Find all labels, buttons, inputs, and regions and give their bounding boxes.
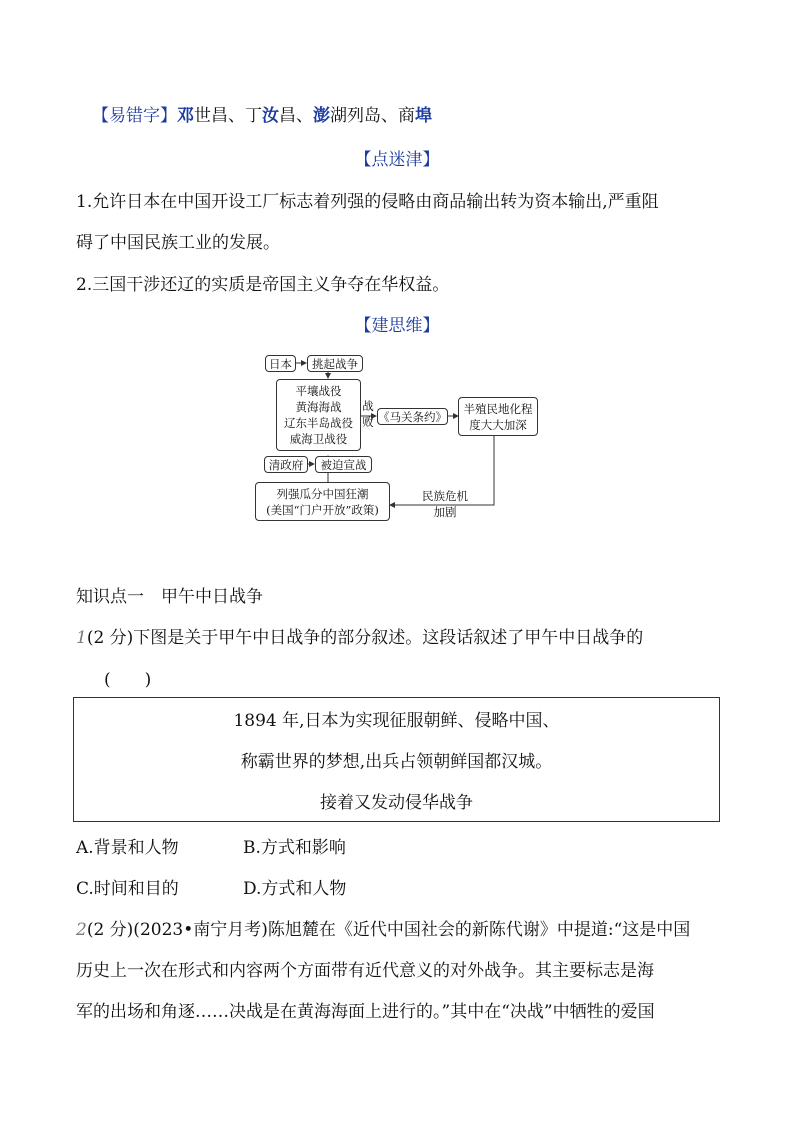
- q1-text: (2 分)下图是关于甲午中日战争的部分叙述。这段话叙述了甲午中日战争的: [86, 628, 644, 648]
- q1-option-d[interactable]: D.方式和人物: [243, 879, 347, 899]
- tip-1-line-1: 1.允许日本在中国开设工厂标志着列强的侵略由商品输出转为资本输出,严重阻: [76, 192, 659, 212]
- crisis-line-2: 加剧: [433, 505, 457, 519]
- q1-stem: [76, 626, 720, 650]
- node-forced: 被迫宣战: [315, 456, 372, 473]
- label-crisis: [410, 488, 480, 520]
- error-char-highlight: 汝: [262, 106, 279, 126]
- battle-4: 威海卫战役: [289, 432, 348, 446]
- q1-box-line-1: 1894 年,日本为实现征服朝鲜、侵略中国、: [233, 711, 560, 731]
- q2-number: 2: [76, 920, 87, 940]
- tip-1-line-2: 碍了中国民族工业的发展。: [76, 233, 280, 253]
- node-qing: 清政府: [264, 456, 308, 473]
- result-line-1: 半殖民地化程: [463, 402, 533, 416]
- q1-option-a[interactable]: A.背景和人物: [76, 838, 179, 858]
- node-japan: 日本: [265, 355, 296, 372]
- error-char-text: 湖列岛、商: [330, 106, 415, 126]
- error-char-text: 昌、: [279, 106, 313, 126]
- error-chars-line: [92, 104, 720, 128]
- error-char-highlight: 邓: [177, 106, 194, 126]
- q1-number: 1: [76, 628, 87, 648]
- node-treaty: 《马关条约》: [378, 410, 447, 424]
- error-char-highlight: 澎: [313, 106, 330, 126]
- partition-line-2: (美国“门户开放”政策): [266, 503, 379, 517]
- q1-box-line-2: 称霸世界的梦想,出兵占领朝鲜国都汉城。: [240, 752, 553, 772]
- tips-title: 【点迷津】: [354, 150, 440, 170]
- node-start-war: 挑起战争: [307, 355, 363, 372]
- battle-3: 辽东半岛战役: [284, 416, 353, 430]
- q1-answer-blank[interactable]: ( ): [104, 670, 152, 690]
- mindmap-title: 【建思维】: [354, 316, 440, 336]
- q2-line-1: [76, 918, 720, 942]
- battle-1: 平壤战役: [295, 384, 342, 398]
- error-char-text: 世昌、丁: [194, 106, 262, 126]
- crisis-line-1: 民族危机: [422, 489, 468, 503]
- error-char-highlight: 埠: [415, 106, 432, 126]
- node-result: [458, 397, 538, 436]
- mindmap-diagram: [250, 348, 550, 528]
- result-line-2: 度大大加深: [469, 418, 527, 432]
- tip-2: 2.三国干涉还辽的实质是帝国主义争夺在华权益。: [76, 275, 450, 295]
- q1-quote-box: [73, 697, 720, 822]
- node-partition: [255, 482, 390, 521]
- q2-text-1: (2 分)(2023•南宁月考)陈旭麓在《近代中国社会的新陈代谢》中提道:“这是中国: [86, 920, 691, 940]
- q1-option-b[interactable]: B.方式和影响: [243, 838, 346, 858]
- error-chars-list: [177, 106, 432, 126]
- q2-line-2: 历史上一次在形式和内容两个方面带有近代意义的对外战争。其主要标志是海: [76, 961, 654, 981]
- q1-box-line-3: 接着又发动侵华战争: [320, 793, 473, 813]
- error-chars-label: 【易错字】: [92, 106, 177, 126]
- defeat-char-2: 败: [362, 415, 374, 429]
- label-defeat: [360, 398, 376, 430]
- section-heading: 知识点一 甲午中日战争: [76, 587, 263, 607]
- defeat-char-1: 战: [362, 399, 374, 413]
- partition-line-1: 列强瓜分中国狂潮: [276, 487, 369, 501]
- node-battles: [276, 379, 361, 451]
- q1-option-c[interactable]: C.时间和目的: [76, 879, 179, 899]
- q2-line-3: 军的出场和角逐……决战是在黄海海面上进行的。”其中在“决战”中牺牲的爱国: [76, 1002, 655, 1022]
- battle-2: 黄海海战: [295, 400, 342, 414]
